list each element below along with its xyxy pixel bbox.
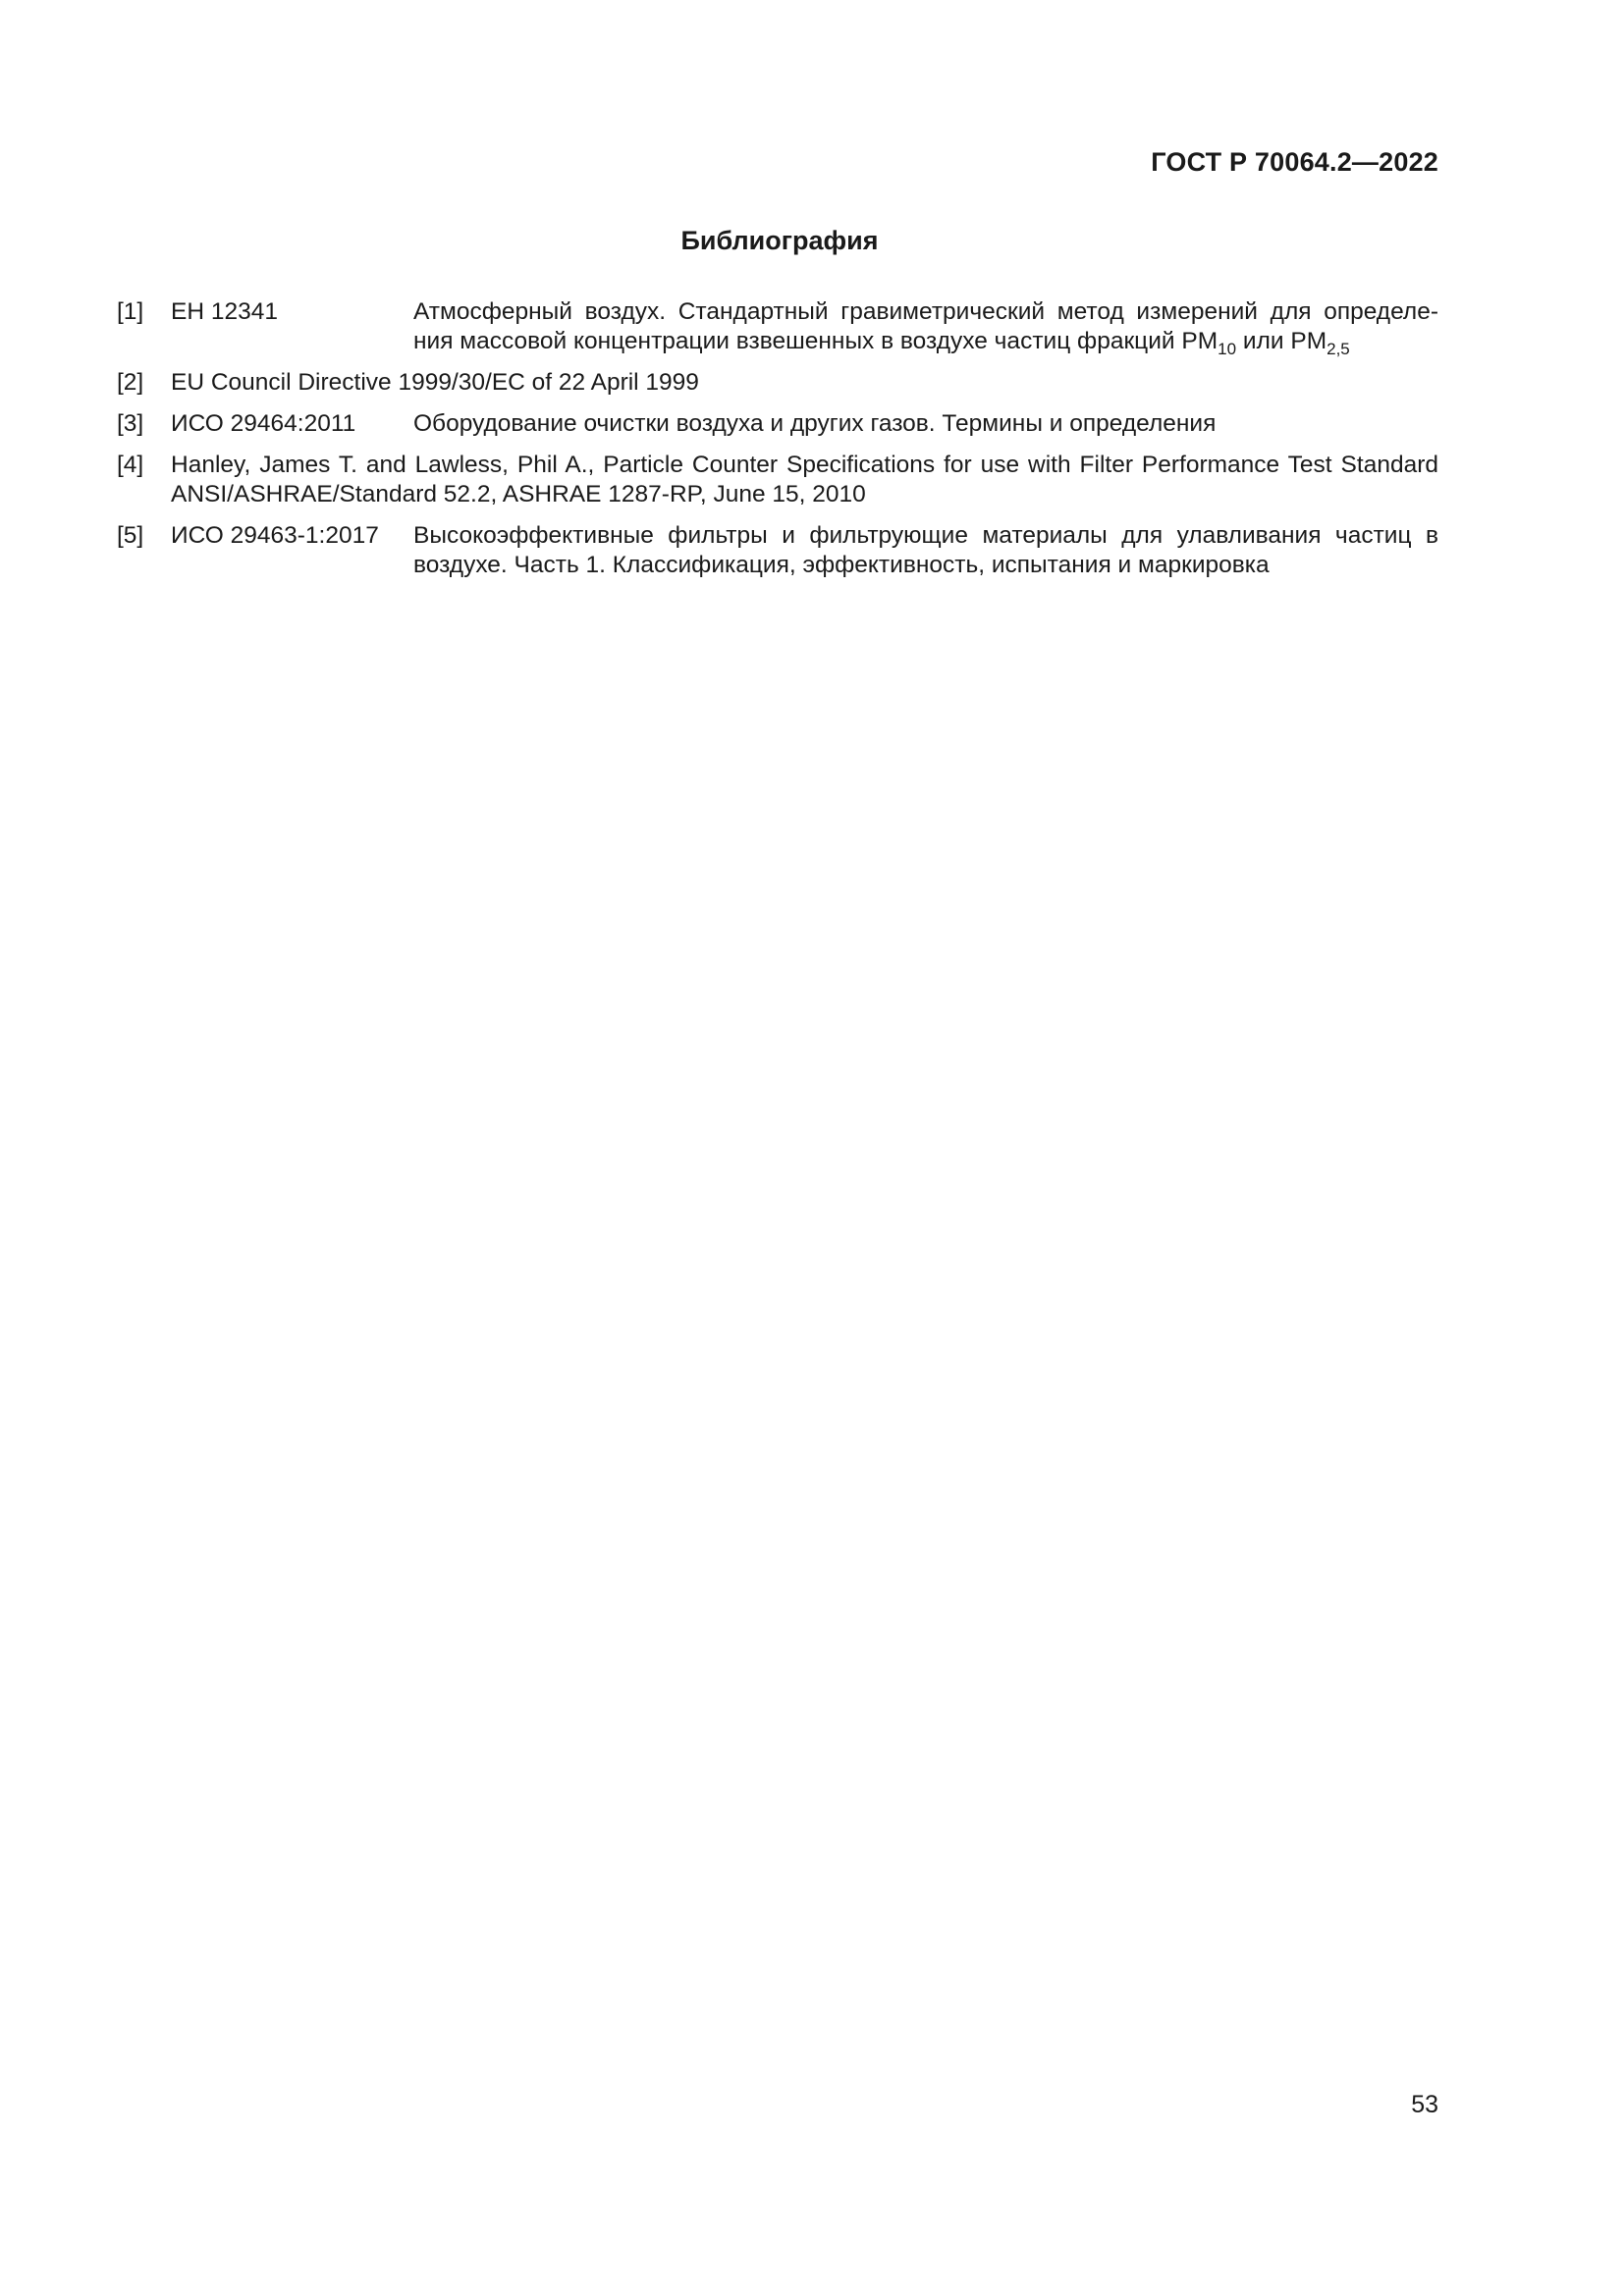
entry-description [413, 521, 1438, 580]
entry-text-fragment: ния массовой концентрации взвешенных в воздухе частиц фракций PM [413, 328, 1218, 354]
entry-number: [5] [117, 522, 144, 549]
bibliography-list [117, 297, 1438, 592]
entry-text-line: Hanley, James T. and Lawless, Phil A., Particle Counter Specifications for use with Filter Performance Test Standard [171, 452, 1438, 478]
entry-description-line: Высокоэффективные фильтры и фильтрующие материалы для улавливания частиц в [413, 522, 1438, 549]
entry-code: ИСО 29464:2011 [171, 410, 356, 437]
subscript: 2,5 [1326, 340, 1350, 358]
entry-text: EU Council Directive 1999/30/EC of 22 April 1999 [171, 369, 699, 396]
entry-description-line [413, 327, 1438, 356]
entry-description-line: воздухе. Часть 1. Классификация, эффективность, испытания и маркировка [413, 552, 1270, 578]
section-title: Библиография [680, 226, 879, 255]
entry-number: [1] [117, 298, 144, 325]
bibliography-entry-4 [117, 451, 1438, 509]
entry-code: ИСО 29463-1:2017 [171, 522, 379, 549]
entry-text-fragment: или PM [1236, 328, 1327, 354]
entry-description [413, 297, 1438, 356]
entry-code: ЕН 12341 [171, 298, 278, 325]
entry-number: [2] [117, 369, 144, 396]
entry-number: [3] [117, 410, 144, 437]
bibliography-entry-2 [117, 368, 1438, 398]
subscript: 10 [1218, 340, 1237, 358]
entry-text [171, 451, 1438, 509]
entry-number: [4] [117, 452, 144, 478]
page-number: 53 [1411, 2091, 1438, 2118]
bibliography-entry-3 [117, 409, 1438, 439]
entry-description: Оборудование очистки воздуха и других газов. Термины и определения [413, 410, 1217, 437]
document-code: ГОСТ Р 70064.2—2022 [1151, 147, 1438, 177]
entry-text-line: ANSI/ASHRAE/Standard 52.2, ASHRAE 1287-RP, June 15, 2010 [171, 481, 866, 507]
bibliography-entry-1 [117, 297, 1438, 356]
bibliography-entry-5 [117, 521, 1438, 580]
entry-description-line: Атмосферный воздух. Стандартный гравиметрический метод измерений для определе- [413, 298, 1438, 325]
